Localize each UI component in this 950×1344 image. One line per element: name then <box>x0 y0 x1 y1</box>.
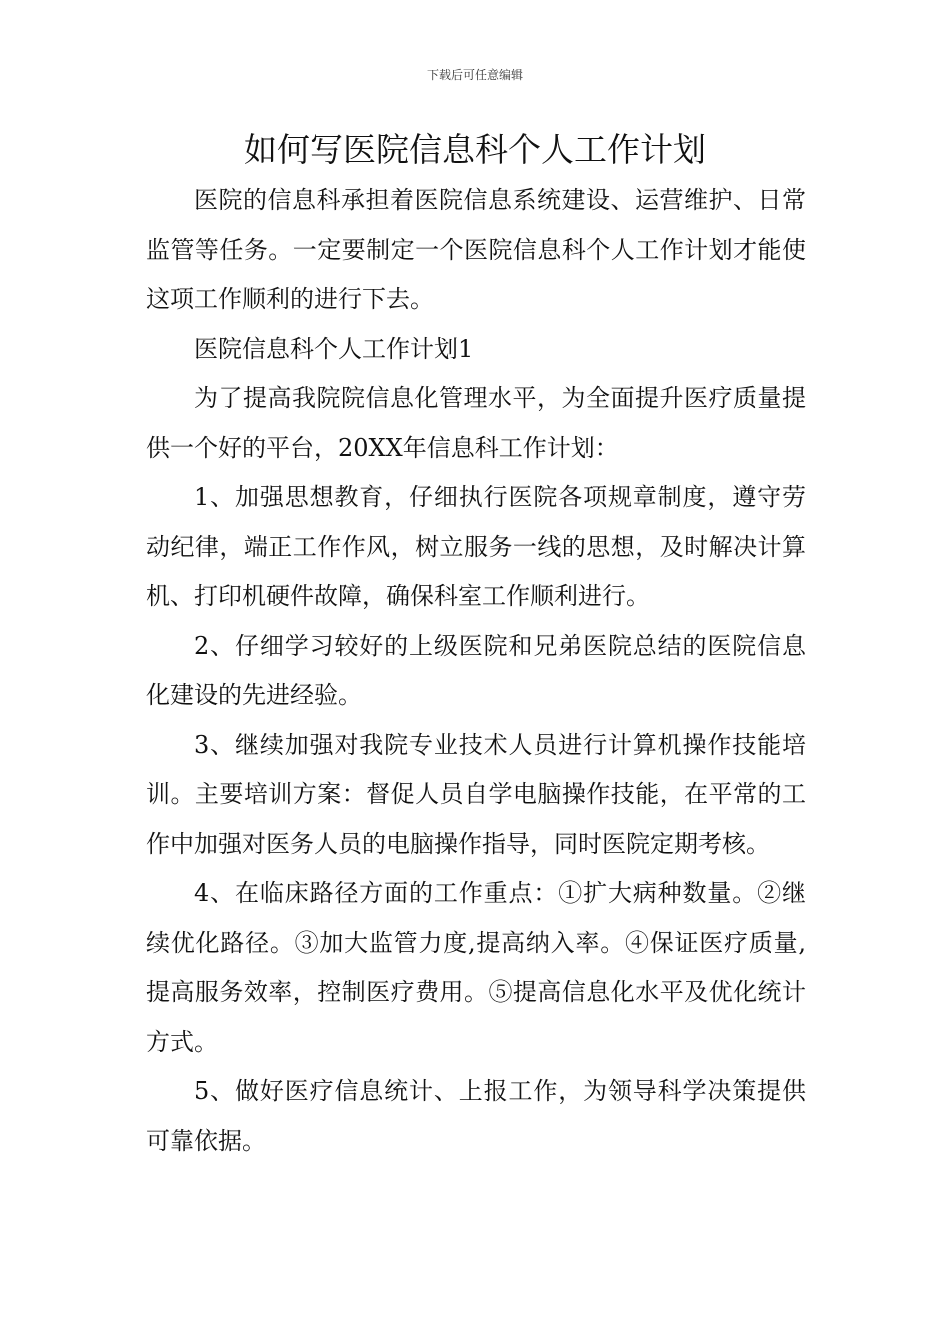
header-note: 下载后可任意编辑 <box>426 68 523 82</box>
paragraph-plan-heading: 医院信息科个人工作计划1 <box>194 334 474 363</box>
document-title: 如何写医院信息科个人工作计划 <box>244 130 706 169</box>
paragraph-item-4: 4、在临床路径方面的工作重点：①扩大病种数量。②继续优化路径。③加大监管力度,提高纳入率。④保证医疗质量,提高服务效率，控制医疗费用。⑤提高信息化水平及优化统计方式。 <box>146 879 806 1056</box>
paragraph-item-2: 2、仔细学习较好的上级医院和兄弟医院总结的医院信息化建设的先进经验。 <box>146 631 806 709</box>
paragraph-plan-intro: 为了提高我院院信息化管理水平，为全面提升医疗质量提供一个好的平台，20XX年信息科工作计划： <box>146 384 806 462</box>
document-body <box>146 176 806 1166</box>
paragraph-intro: 医院的信息科承担着医院信息系统建设、运营维护、日常监管等任务。一定要制定一个医院信息科个人工作计划才能使这项工作顺利的进行下去。 <box>146 186 806 313</box>
paragraph-item-3: 3、继续加强对我院专业技术人员进行计算机操作技能培训。主要培训方案：督促人员自学电脑操作技能，在平常的工作中加强对医务人员的电脑操作指导，同时医院定期考核。 <box>146 730 806 858</box>
paragraph-item-5: 5、做好医疗信息统计、上报工作，为领导科学决策提供可靠依据。 <box>146 1077 806 1155</box>
paragraph-item-1: 1、加强思想教育，仔细执行医院各项规章制度，遵守劳动纪律，端正工作作风，树立服务一线的思想，及时解决计算机、打印机硬件故障，确保科室工作顺利进行。 <box>146 483 806 610</box>
